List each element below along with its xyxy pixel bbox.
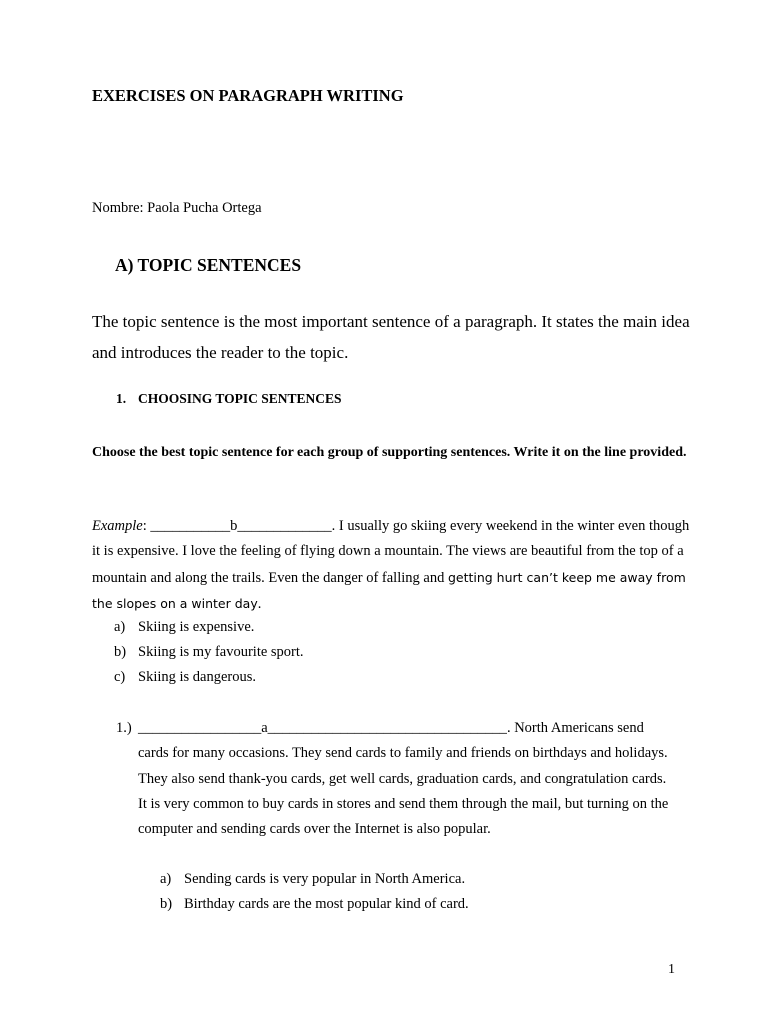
option-letter: a) — [160, 871, 172, 887]
example-text-end: getting hurt can’t keep me away from the slopes on a winter day — [92, 569, 686, 611]
page-number: 1 — [668, 962, 675, 977]
option-item — [114, 665, 304, 690]
document-title: EXERCISES ON PARAGRAPH WRITING — [92, 86, 404, 105]
exercise-text: . North Americans send cards for many occasions. They send cards to family and friends on birthdays and holidays. They also send thank-you cards, get well cards, graduation cards, and congratulation cards. It is very common to buy cards in stores and send them through the mail, but turning on the computer and sending cards over the Internet is also popular. — [138, 720, 669, 838]
example-text: . I usually go skiing every weekend in the winter even though it is expensive. I love the feeling of flying down a mountain. The views are beautiful from the top of a mountain and along the trails. Even the danger of falling and — [92, 518, 690, 586]
option-item — [160, 867, 469, 892]
option-item — [160, 892, 469, 917]
exercise-paragraph — [138, 716, 676, 842]
option-text: Birthday cards are the most popular kind of card. — [184, 896, 469, 912]
option-text: Skiing is dangerous. — [138, 669, 257, 685]
exercise-1-options — [160, 867, 469, 917]
option-item — [114, 640, 304, 665]
example-options — [114, 615, 304, 690]
example-answer-blank: : ___________b_____________ — [142, 518, 332, 534]
section-heading: A) TOPIC SENTENCES — [115, 255, 302, 275]
exercise-number: 1.) — [116, 720, 132, 736]
exercise-1 — [116, 716, 676, 842]
subsection-heading — [116, 391, 342, 407]
option-letter: b) — [114, 644, 127, 660]
option-text: Sending cards is very popular in North America. — [184, 871, 466, 887]
example-label: Example — [92, 518, 143, 534]
instructions: Choose the best topic sentence for each group of supporting sentences. Write it on the line provided. — [92, 445, 687, 460]
option-letter: a) — [114, 619, 126, 635]
subsection-number: 1. — [116, 391, 127, 406]
subsection-title: CHOOSING TOPIC SENTENCES — [138, 391, 342, 406]
student-name: Nombre: Paola Pucha Ortega — [92, 200, 262, 216]
option-text: Skiing is my favourite sport. — [138, 644, 304, 660]
example-period: . — [257, 595, 262, 612]
exercise-answer-blank: _________________a_________________________________ — [138, 720, 507, 736]
option-letter: b) — [160, 896, 173, 912]
example-paragraph — [92, 514, 692, 617]
option-item — [114, 615, 304, 640]
option-text: Skiing is expensive. — [138, 619, 255, 635]
option-letter: c) — [114, 669, 126, 685]
intro-paragraph: The topic sentence is the most important sentence of a paragraph. It states the main idea and introduces the reader to the topic. — [92, 312, 690, 362]
